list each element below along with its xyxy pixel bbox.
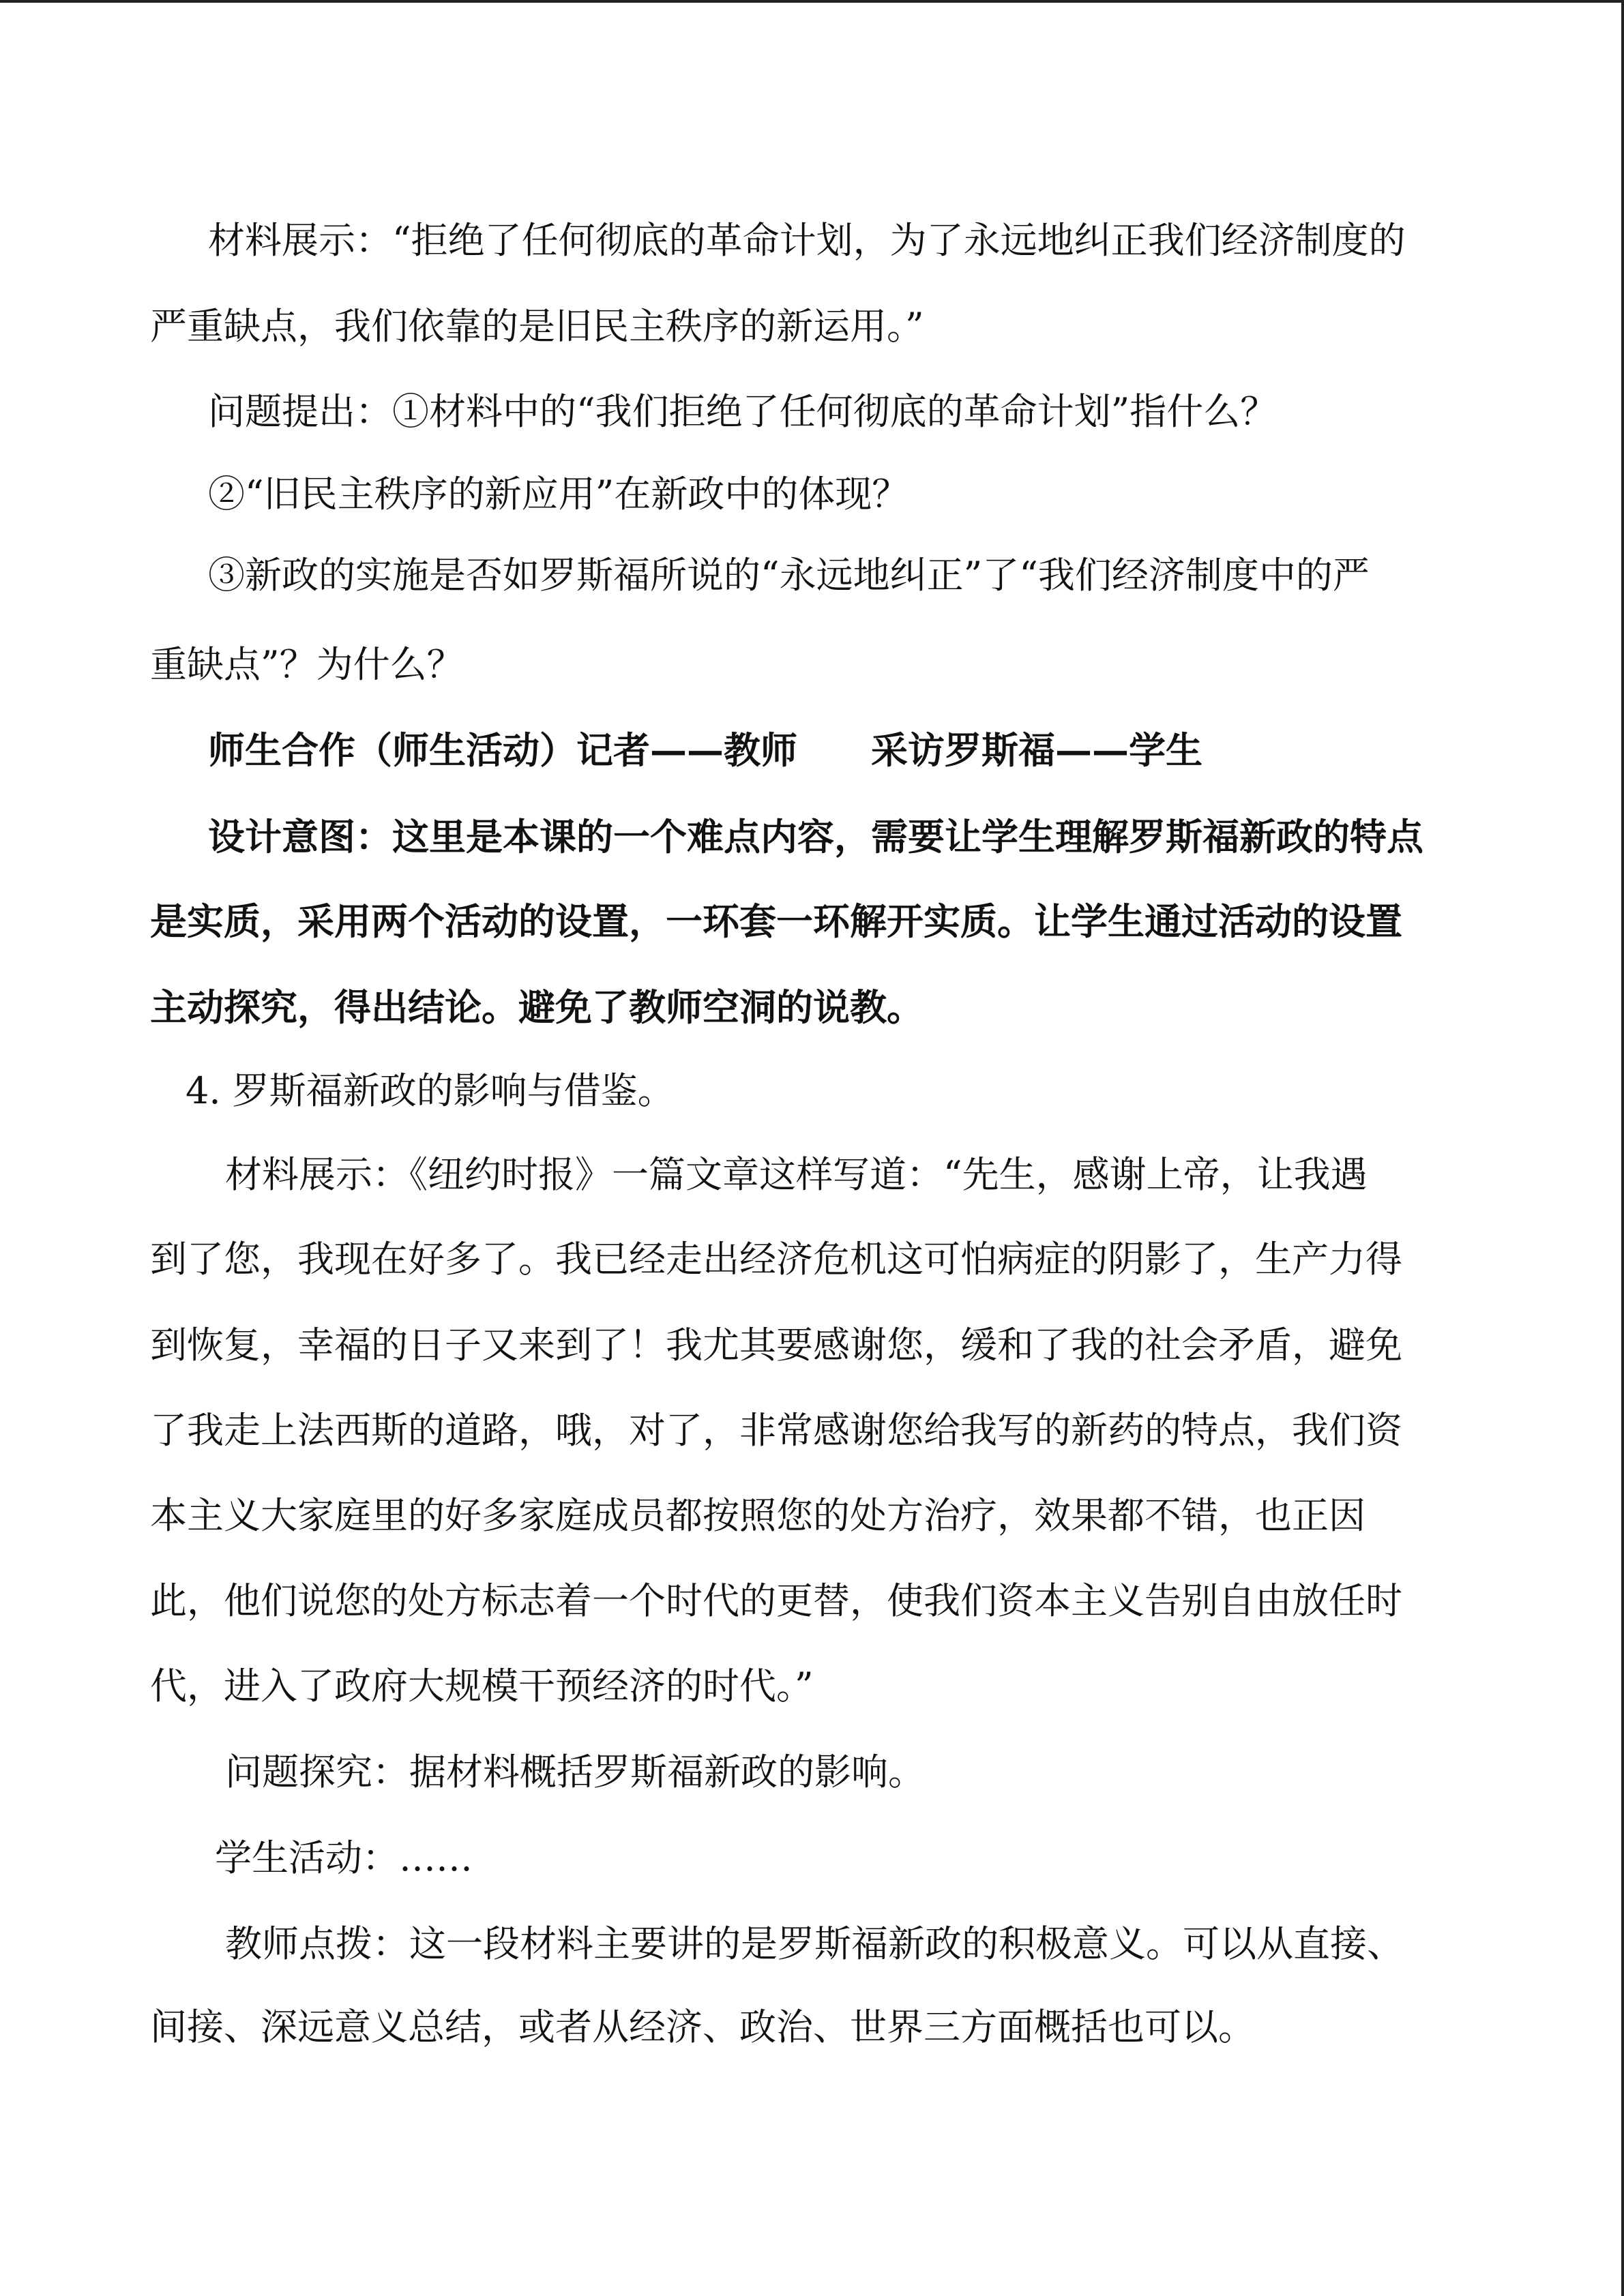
material-4-line-7: 代，进入了政府大规模干预经济的时代。”	[150, 1665, 814, 1708]
section-4-heading: 4. 罗斯福新政的影响与借鉴。	[186, 1069, 675, 1112]
design-intent-line-3: 主动探究，得出结论。避免了教师空洞的说教。	[150, 985, 924, 1029]
question-3-line-1: ③新政的实施是否如罗斯福所说的“永远地纠正”了“我们经济制度中的严	[208, 554, 1370, 597]
material-4-line-5: 本主义大家庭里的好多家庭成员都按照您的处方治疗，效果都不错，也正因	[150, 1494, 1365, 1537]
material-4-line-6: 此，他们说您的处方标志着一个时代的更替，使我们资本主义告别自由放任时	[150, 1579, 1402, 1622]
teacher-guide-line-2: 间接、深远意义总结，或者从经济、政治、世界三方面概括也可以。	[150, 2006, 1255, 2048]
question-intro: 问题提出：①材料中的“我们拒绝了任何彻底的革命计划”指什么？	[208, 390, 1278, 433]
question-explore: 问题探究：据材料概括罗斯福新政的影响。	[225, 1750, 925, 1793]
material-4-line-4: 了我走上法西斯的道路，哦，对了，非常感谢您给我写的新药的特点，我们资	[150, 1409, 1402, 1452]
question-3-line-2: 重缺点”？为什么？	[150, 643, 464, 686]
material-4-line-1: 材料展示：《纽约时报》一篇文章这样写道：“先生，感谢上帝，让我遇	[225, 1153, 1368, 1196]
design-intent-line-2: 是实质，采用两个活动的设置，一环套一环解开实质。让学生通过活动的设置	[150, 899, 1402, 943]
question-2: ②“旧民主秩序的新应用”在新政中的体现？	[208, 473, 909, 516]
student-activity: 学生活动：……	[215, 1836, 473, 1879]
material-4-line-3: 到恢复，幸福的日子又来到了！我尤其要感谢您，缓和了我的社会矛盾，避免	[150, 1324, 1402, 1367]
material-line-2: 严重缺点，我们依靠的是旧民主秩序的新运用。”	[150, 305, 924, 348]
activity-line: 师生合作（师生活动）记者——教师 采访罗斯福——学生	[208, 728, 1202, 772]
material-4-line-2: 到了您，我现在好多了。我已经走出经济危机这可怕病症的阴影了，生产力得	[150, 1238, 1402, 1281]
design-intent-line-1: 设计意图：这里是本课的一个难点内容，需要让学生理解罗斯福新政的特点	[208, 815, 1423, 859]
material-line-1: 材料展示：“拒绝了任何彻底的革命计划，为了永远地纠正我们经济制度的	[208, 219, 1406, 262]
teacher-guide-line-1: 教师点拨：这一段材料主要讲的是罗斯福新政的积极意义。可以从直接、	[225, 1922, 1404, 1965]
